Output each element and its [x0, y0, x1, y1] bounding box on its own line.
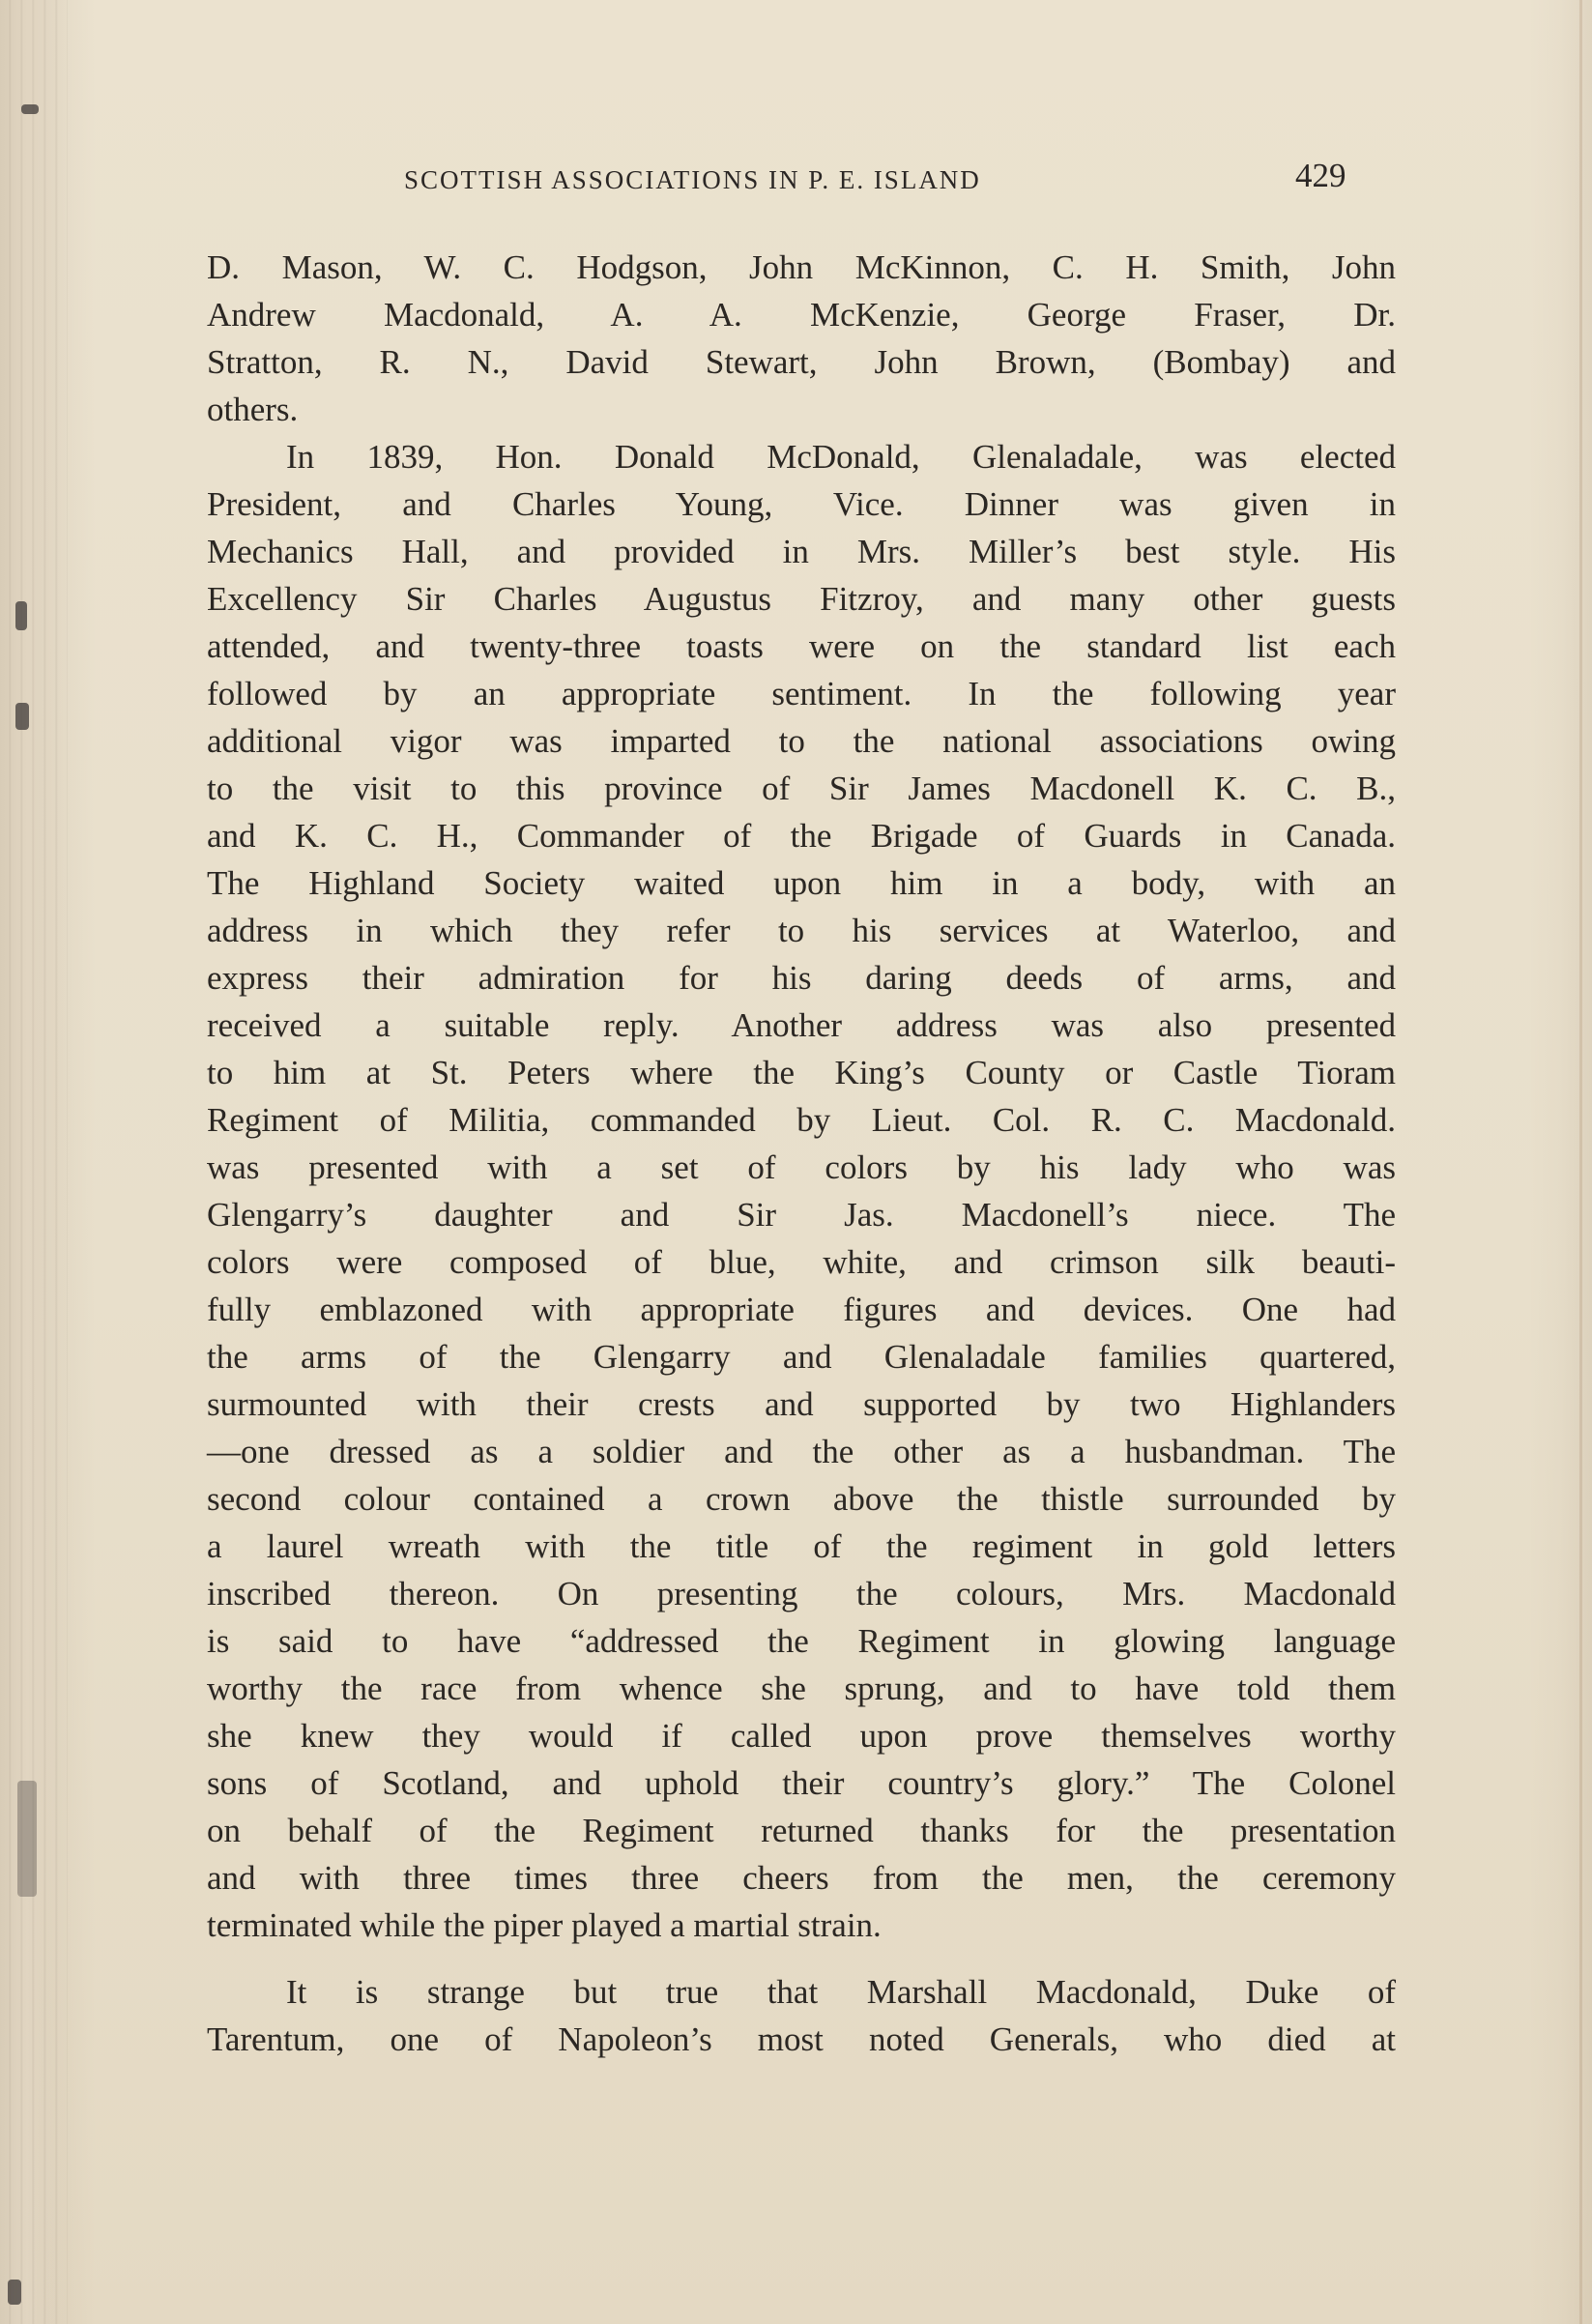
page-number: 429	[1295, 157, 1346, 194]
book-binding-edge	[0, 0, 68, 2324]
page-edge-shadow	[1579, 0, 1582, 2324]
text-line: and K. C. H., Commander of the Brigade of Guards in Canada.	[207, 817, 1396, 855]
text-line: a laurel wreath with the title of the regiment in gold letters	[207, 1527, 1396, 1565]
text-line: second colour contained a crown above the thistle surrounded by	[207, 1480, 1396, 1518]
binding-thread-mark	[15, 703, 29, 730]
text-line: additional vigor was imparted to the national associations owing	[207, 722, 1396, 760]
text-line: Mechanics Hall, and provided in Mrs. Miller’s best style. His	[207, 533, 1396, 570]
paragraph-3	[207, 1968, 1396, 2063]
text-line: is said to have “addressed the Regiment in glowing language	[207, 1622, 1396, 1660]
paragraph-1	[207, 244, 1396, 433]
text-line: Glengarry’s daughter and Sir Jas. Macdonell’s niece. The	[207, 1196, 1396, 1234]
text-line: on behalf of the Regiment returned thanks for the presentation	[207, 1812, 1396, 1849]
text-line: to the visit to this province of Sir James Macdonell K. C. B.,	[207, 770, 1396, 807]
text-line: received a suitable reply. Another address was also presented	[207, 1006, 1396, 1044]
text-line: to him at St. Peters where the King’s County or Castle Tioram	[207, 1054, 1396, 1091]
text-line: Regiment of Militia, commanded by Lieut. Col. R. C. Macdonald.	[207, 1101, 1396, 1139]
text-line: surmounted with their crests and supported by two Highlanders	[207, 1385, 1396, 1423]
text-line: Andrew Macdonald, A. A. McKenzie, George Fraser, Dr.	[207, 296, 1396, 334]
text-line: sons of Scotland, and uphold their country’s glory.” The Colonel	[207, 1764, 1396, 1802]
text-line: Tarentum, one of Napoleon’s most noted Generals, who died at	[207, 2020, 1396, 2058]
text-line: express their admiration for his daring deeds of arms, and	[207, 959, 1396, 997]
text-line: was presented with a set of colors by his lady who was	[207, 1148, 1396, 1186]
text-line: the arms of the Glengarry and Glenaladale families quartered,	[207, 1338, 1396, 1376]
text-line: It is strange but true that Marshall Macdonald, Duke of	[286, 1973, 1396, 2011]
text-line: The Highland Society waited upon him in a body, with an	[207, 864, 1396, 902]
text-line: President, and Charles Young, Vice. Dinner was given in	[207, 485, 1396, 523]
text-line: In 1839, Hon. Donald McDonald, Glenaladale, was elected	[286, 438, 1396, 476]
text-line: —one dressed as a soldier and the other as a husbandman. The	[207, 1433, 1396, 1470]
binding-thread-mark	[8, 2280, 21, 2305]
text-line: Excellency Sir Charles Augustus Fitzroy, and many other guests	[207, 580, 1396, 618]
text-line: attended, and twenty-three toasts were on the standard list each	[207, 627, 1396, 665]
text-line: she knew they would if called upon prove themselves worthy	[207, 1717, 1396, 1755]
binding-thread-mark	[15, 601, 27, 630]
binding-thread-mark	[21, 104, 39, 114]
binding-thread-mark	[17, 1781, 37, 1897]
text-line: inscribed thereon. On presenting the colours, Mrs. Macdonald	[207, 1575, 1396, 1612]
body-text	[207, 244, 1396, 2063]
text-line: and with three times three cheers from the men, the ceremony	[207, 1859, 1396, 1897]
text-line: followed by an appropriate sentiment. In the following year	[207, 675, 1396, 712]
text-line: fully emblazoned with appropriate figures and devices. One had	[207, 1291, 1396, 1328]
text-line: Stratton, R. N., David Stewart, John Brown, (Bombay) and	[207, 343, 1396, 381]
text-line: worthy the race from whence she sprung, and to have told them	[207, 1670, 1396, 1707]
text-line: terminated while the piper played a martial strain.	[207, 1906, 882, 1944]
text-line: colors were composed of blue, white, and crimson silk beauti-	[207, 1243, 1396, 1281]
running-head: SCOTTISH ASSOCIATIONS IN P. E. ISLAND	[404, 165, 981, 194]
text-line: D. Mason, W. C. Hodgson, John McKinnon, C. H. Smith, John	[207, 248, 1396, 286]
text-line: address in which they refer to his services at Waterloo, and	[207, 912, 1396, 949]
text-line: others.	[207, 391, 299, 428]
paragraph-2	[207, 433, 1396, 1949]
